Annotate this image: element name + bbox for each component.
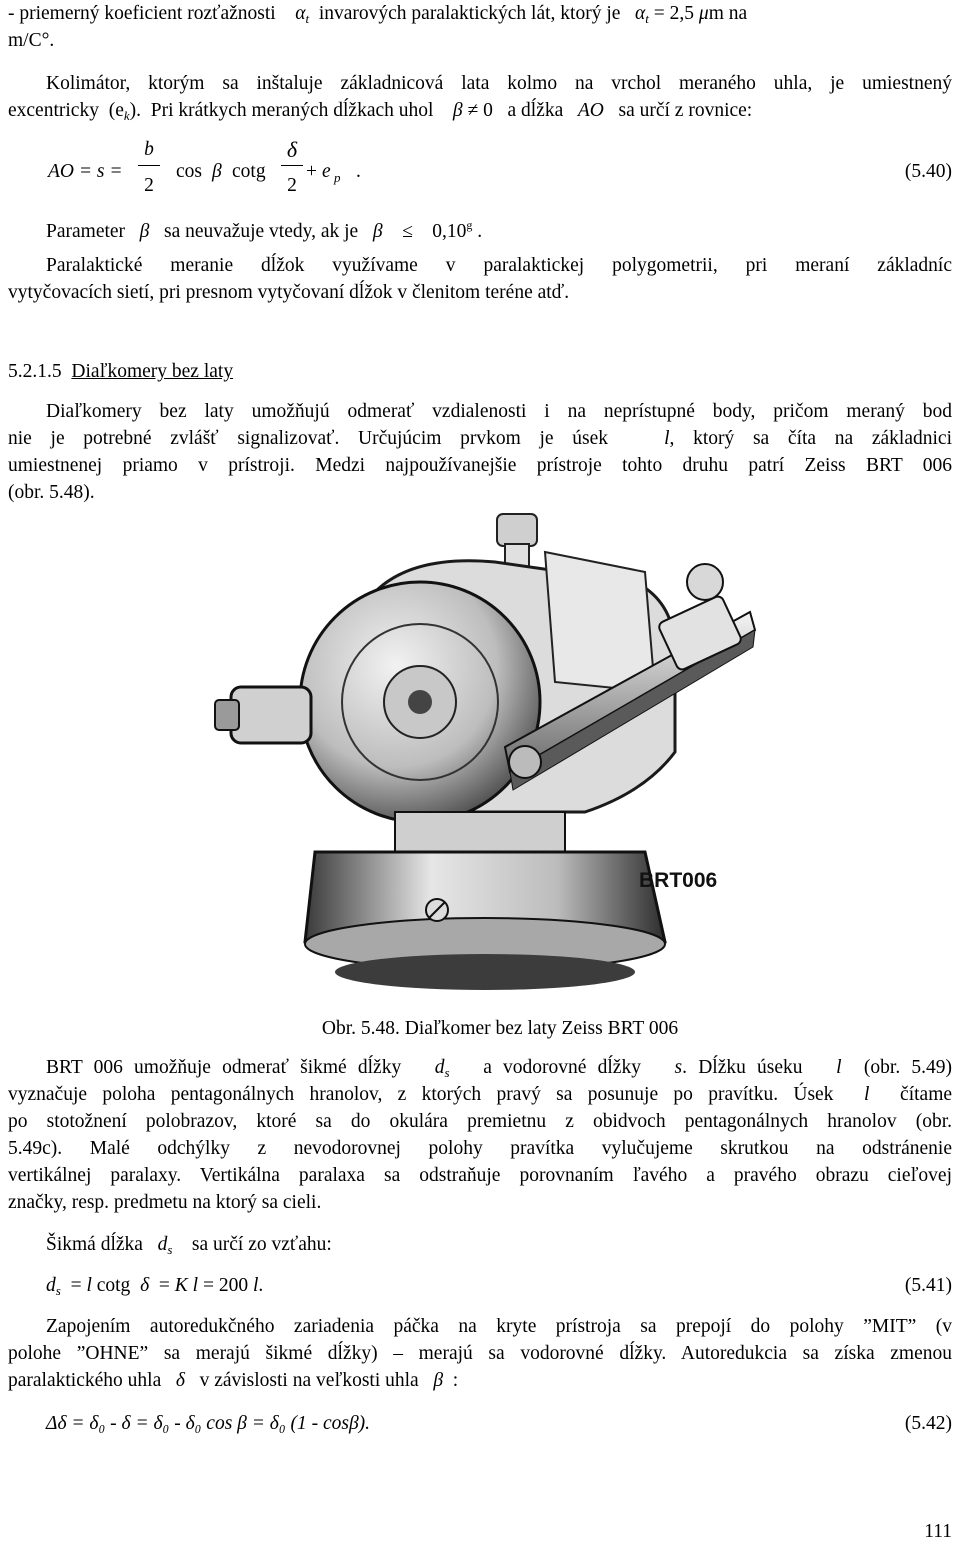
equation-number: (5.42) — [904, 1413, 952, 1434]
text-line: Diaľkomery bez laty umožňujú odmerať vzdialenosti i na neprístupné body, pričom meraný bod — [46, 401, 952, 422]
equation-number: (5.41) — [904, 1275, 952, 1296]
page-number: 111 — [924, 1521, 952, 1542]
figure-caption: Obr. 5.48. Diaľkomer bez laty Zeiss BRT 006 — [321, 1018, 679, 1039]
text-line: vertikálnej paralaxy. Vertikálna paralaxa sa odstraňuje porovnaním ľavého a pravého obrazu cieľovej — [8, 1165, 952, 1186]
text-line: (obr. 5.48). — [8, 482, 95, 503]
section-heading: 5.2.1.5 Diaľkomery bez laty — [8, 361, 234, 382]
text-line: po stotožnení polobrazov, ktoré sa do okulára premietnu z obidvoch pentagonálnych hranolov (obr. — [8, 1111, 952, 1132]
document-page: - priemerný koeficient rozťažnosti $\alpha_t$ invarových paralaktických lát, ktorý je $\alpha_t = 2,5$ μm na m/C°. Kolimátor, ktorým sa inštaluje základnicová lata kolmo na vrchol meraného uhla, je umiestnený excentricky $(e_k)$. Pri krátkych meraných dĺžkach uhol β ≠ 0 a dĺžka AO sa určí z rovnice: AO = s = b 2 cos β cotg δ 2 + e p . (5.40) Parameter β sa neuvažuje vtedy, ak je β ≤ 0,10$^g$ . Paralaktické meranie dĺžok využívame v paralaktickej polygometrii, pri meraní základníc vytyčovacích sietí, pri presnom vytyčovaní dĺžok v členitom teréne atď. 5.2.1.5 Diaľkomery bez laty Diaľkomery bez laty umožňujú odmerať vzdialenosti i na neprístupné body, pričom meraný bod nie je potrebné zvlášť signalizovať. Určujúcim prvkom je úsek l, ktorý sa číta na základnici umiestnenej priamo v prístroji. Medzi najpoužívanejšie prístroje tohto druhu patrí Zeiss BRT 006 (obr. 5.48). BRT006 Obr. 5.48. Diaľkomer bez laty Zeiss BRT 006 BRT 006 umožňuje odmerať šikmé dĺžky $d_s$ a vodorovné dĺžky s. Dĺžku úseku l (obr. 5.49) vyznačuje poloha pentagonálnych hranolov, z ktorých pravý sa posunuje po pravítku. Úsek l čítame po stotožnení polobrazov, ktoré sa do okulára premietnu z obidvoch pentagonálnych hranolov (obr. 5.49c). Malé odchýlky z nevodorovnej polohy pravítka vylučujeme skrutkou na odstránenie vertikálnej paralaxy. Vertikálna paralaxa sa odstraňuje porovnaním ľavého a pravého obrazu cieľovej značky, resp. predmetu na ktorý sa cieli. Šikmá dĺžka $d_s$ sa určí zo vzťahu: $d_s = l$ cotg δ = K l = 200 l. (5.41) Zapojením autoredukčného zariadenia páčka na kryte prístroja sa prepojí do polohy ”MIT” (v polohe ”OHNE” sa merajú šikmé dĺžky) – merajú sa vodorovné dĺžky. Autoredukcia sa získa zmenou paralaktického uhla δ v závislosti na veľkosti uhla β : Δδ = δ₀ - δ = δ₀ - δ₀ cos β = δ₀ (1 - cosβ). (5.42) 111 — [0, 0, 960, 1539]
text-line: paralaktického uhla δ v závislosti na veľkosti uhla β : — [8, 1370, 459, 1391]
text-line: BRT 006 umožňuje odmerať šikmé dĺžky $d_s$ a vodorovné dĺžky s. Dĺžku úseku l (obr. 5.49) — [46, 1057, 953, 1080]
text-line: umiestnenej priamo v prístroji. Medzi najpoužívanejšie prístroje tohto druhu patrí Zeiss BRT 006 — [8, 455, 952, 476]
text-line: - priemerný koeficient rozťažnosti $\alpha_t$ invarových paralaktických lát, ktorý je $\alpha_t = 2,5$ μm na — [8, 3, 748, 26]
text-line: Parameter β sa neuvažuje vtedy, ak je β ≤ 0,10$^g$ . — [46, 218, 483, 242]
text-line: nie je potrebné zvlášť signalizovať. Určujúcim prvkom je úsek l, ktorý sa číta na základnici — [8, 428, 952, 449]
instrument-photo — [205, 512, 765, 1000]
equation-5-42: Δδ = δ₀ - δ = δ₀ - δ₀ cos β = δ₀ (1 - cosβ). — [46, 1413, 371, 1434]
text-line: m/C°. — [8, 30, 55, 51]
text-line: značky, resp. predmetu na ktorý sa cieli. — [8, 1192, 322, 1213]
text-line: vyznačuje poloha pentagonálnych hranolov, z ktorých pravý sa posunuje po pravítku. Úsek l čítame — [8, 1084, 953, 1105]
equation-5-41: $d_s = l$ cotg δ = K l = 200 l. — [46, 1275, 264, 1298]
figure-label: BRT006 — [639, 869, 718, 892]
text-line: 5.49c). Malé odchýlky z nevodorovnej polohy pravítka vylučujeme skrutkou na odstránenie — [8, 1138, 952, 1159]
text-line: Kolimátor, ktorým sa inštaluje základnicová lata kolmo na vrchol meraného uhla, je umiestnený — [46, 73, 952, 94]
text-line: Zapojením autoredukčného zariadenia páčka na kryte prístroja sa prepojí do polohy ”MIT” (v — [46, 1316, 952, 1337]
text-line: vytyčovacích sietí, pri presnom vytyčovaní dĺžok v členitom teréne atď. — [8, 282, 570, 303]
text-line: polohe ”OHNE” sa merajú šikmé dĺžky) – merajú sa vodorovné dĺžky. Autoredukcia sa získa zmenou — [8, 1343, 952, 1364]
text-line: Paralaktické meranie dĺžok využívame v paralaktickej polygometrii, pri meraní základníc — [46, 255, 952, 276]
text-line: Šikmá dĺžka $d_s$ sa určí zo vzťahu: — [46, 1234, 332, 1257]
text-line: excentricky $(e_k)$. Pri krátkych meraných dĺžkach uhol β ≠ 0 a dĺžka AO sa určí z rovnice: — [8, 100, 753, 123]
